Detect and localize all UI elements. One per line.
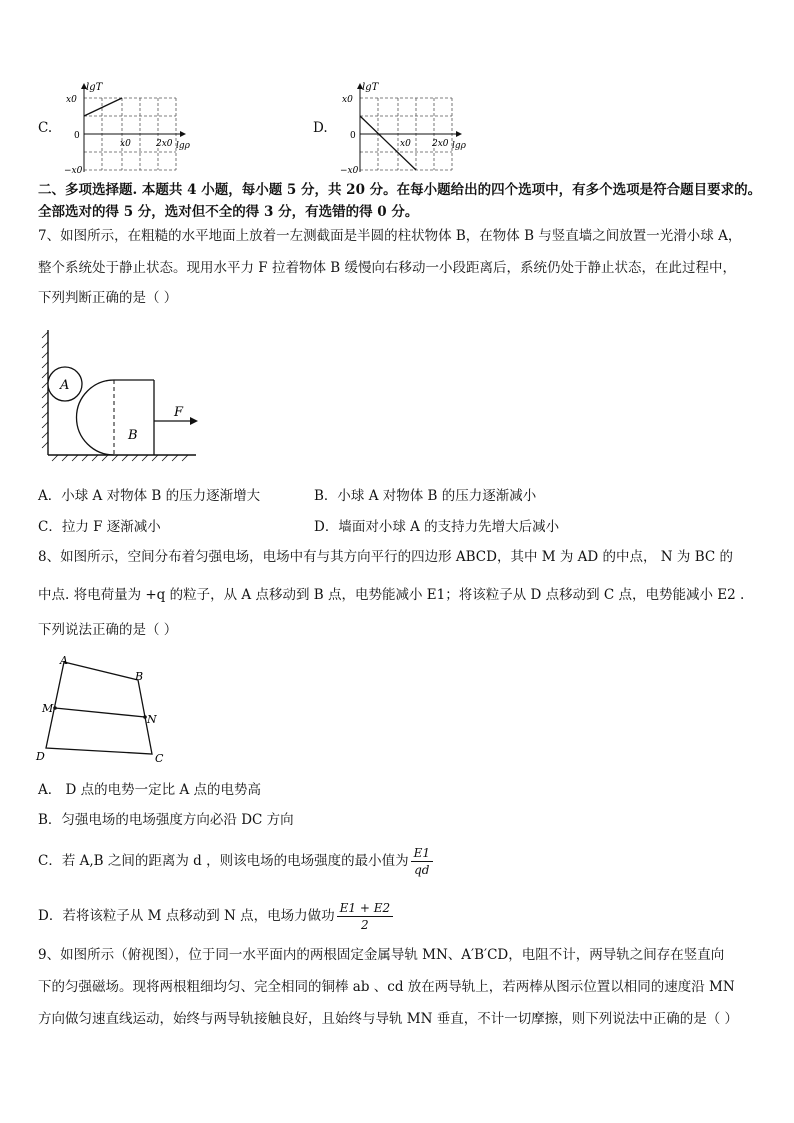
graph-d-x-tick-1: x0 (400, 139, 411, 149)
graph-d-y-label: lgT (362, 82, 379, 93)
graph-c-x-tick-1: x0 (120, 139, 131, 149)
graph-c-y-label: lgT (86, 82, 103, 93)
q6-graph-d (340, 80, 475, 175)
point-d-label: D (36, 750, 45, 763)
q8-stem-line2: 中点. 将电荷量为 +q 的粒子，从 A 点移动到 B 点，电势能减小 E1；将该粒子从 D 点移动到 C 点，电势能减小 E2 . (38, 587, 745, 603)
q7-option-b: B．小球 A 对物体 B 的压力逐渐减小 (314, 488, 537, 504)
graph-d-y-tick-bottom: −x0 (340, 166, 359, 176)
q8-option-d-text: D．若将该粒子从 M 点移动到 N 点，电场力做功 (38, 908, 335, 924)
q6-graph-c (64, 80, 190, 176)
fraction-denominator: 2 (361, 918, 369, 932)
fraction-denominator: qd (414, 863, 430, 877)
q9-stem-line2: 下的匀强磁场。现将两根粗细均匀、完全相同的铜棒 ab 、cd 放在两导轨上，若两棒从图示位置以相同的速度沿 MN (38, 979, 735, 995)
body-b-label: B (128, 428, 138, 443)
section2-line2: 全部选对的得 5 分，选对但不全的得 3 分，有选错的得 0 分。 (38, 204, 419, 220)
fraction-numerator: E1 + E2 (337, 900, 393, 917)
q7-option-a: A．小球 A 对物体 B 的压力逐渐增大 (38, 488, 261, 504)
q9-stem-line3: 方向做匀速直线运动，始终与两导轨接触良好，且始终与导轨 MN 垂直，不计一切摩擦，则下列说法中正确的是（ ） (38, 1011, 739, 1027)
q7-figure (36, 322, 216, 467)
q8-option-d-fraction (337, 900, 393, 933)
q6-option-c-label: C. (38, 120, 53, 136)
q7-option-c: C．拉力 F 逐渐减小 (38, 519, 161, 535)
body-b-curve (77, 380, 114, 455)
point-b-label: B (135, 670, 144, 683)
q8-option-a: A． D 点的电势一定比 A 点的电势高 (38, 782, 261, 798)
graph-c-y-tick-zero: 0 (74, 131, 80, 141)
q8-stem-line1: 8、如图所示，空间分布着匀强电场，电场中有与其方向平行的四边形 ABCD，其中 M 为 AD 的中点， N 为 BC 的 (38, 549, 733, 565)
segment-mn (55, 708, 145, 717)
graph-c-x-label: lgρ (176, 141, 190, 151)
q8-option-d (38, 900, 395, 933)
graph-d-x-tick-2: 2x0 (432, 139, 449, 149)
q8-stem-line3: 下列说法正确的是（ ） (38, 622, 178, 638)
q7-stem-line2: 整个系统处于静止状态。现用水平力 F 拉着物体 B 缓慢向右移动一小段距离后，系统仍处于静止状态，在此过程中， (38, 260, 736, 276)
q6-option-d-label: D. (313, 120, 328, 136)
graph-c-y-tick-top: x0 (66, 95, 77, 105)
point-n-label: N (147, 713, 157, 726)
point-a-label: A (60, 654, 68, 667)
graph-c-line (84, 98, 122, 116)
q9-stem-line1: 9、如图所示（俯视图），位于同一水平面内的两根固定金属导轨 MN、A′B′CD，电阻不计，两导轨之间存在竖直向 (38, 947, 725, 963)
graph-d-y-tick-top: x0 (342, 95, 353, 105)
graph-c-x-tick-2: 2x0 (156, 139, 173, 149)
q8-option-c-fraction (411, 845, 433, 878)
ball-a-label: A (60, 378, 70, 393)
graph-d-y-tick-zero: 0 (350, 131, 356, 141)
q7-option-d: D．墙面对小球 A 的支持力先增大后减小 (314, 519, 560, 535)
q8-option-c (38, 845, 435, 878)
graph-c-y-tick-bottom: −x0 (64, 166, 83, 176)
point-c-label: C (155, 752, 164, 765)
q8-figure (34, 650, 174, 770)
q7-stem-line1: 7、如图所示，在粗糙的水平地面上放着一左测截面是半圆的柱状物体 B，在物体 B 与竖直墙之间放置一光滑小球 A， (38, 228, 742, 244)
q7-stem-line3: 下列判断正确的是（ ） (38, 290, 178, 306)
force-label: F (174, 405, 184, 420)
q8-option-b: B．匀强电场的电场强度方向必沿 DC 方向 (38, 812, 294, 828)
graph-d-x-label: lgρ (452, 141, 466, 151)
point-m-label: M (42, 702, 54, 715)
q8-option-c-text: C．若 A,B 之间的距离为 d ，则该电场的电场强度的最小值为 (38, 853, 409, 869)
fraction-numerator: E1 (411, 845, 433, 862)
section2-line1: 二、多项选择题. 本题共 4 小题，每小题 5 分，共 20 分。在每小题给出的四个选项中，有多个选项是符合题目要求的。 (38, 182, 762, 198)
